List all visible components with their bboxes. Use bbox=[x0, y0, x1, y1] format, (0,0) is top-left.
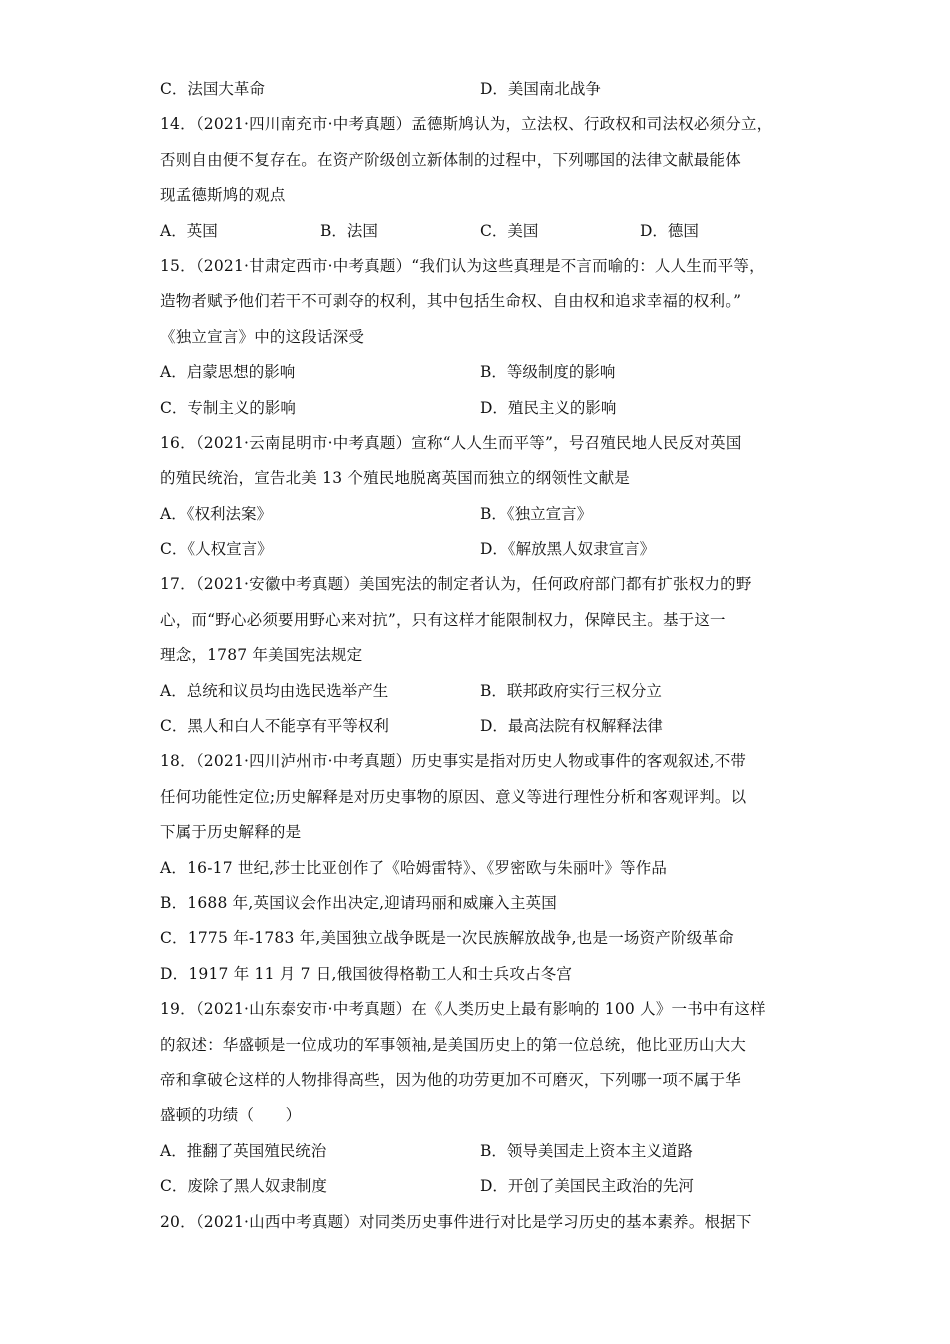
question-text-line: 心，而“野心必须要用野心来对抗”，只有这样才能限制权力，保障民主。基于这一 bbox=[160, 610, 726, 629]
question-text-line: 理念，1787 年美国宪法规定 bbox=[160, 646, 363, 665]
answer-options-row bbox=[160, 391, 800, 426]
answer-option: D．《解放黑人奴隶宣言》 bbox=[480, 540, 656, 559]
exam-page bbox=[160, 72, 800, 1240]
question-text-line: B．1688 年,英国议会作出决定,迎请玛丽和威廉入主英国 bbox=[160, 893, 557, 912]
question-text-line: 20．（2021·山西中考真题）对同类历史事件进行对比是学习历史的基本素养。根据下 bbox=[160, 1212, 752, 1231]
question-text-line: 15．（2021·甘肃定西市·中考真题）“我们认为这些真理是不言而喻的：人人生而平等， bbox=[160, 256, 765, 275]
answer-option: C．废除了黑人奴隶制度 bbox=[160, 1177, 327, 1196]
answer-option: C．法国大革命 bbox=[160, 80, 265, 98]
answer-option: C．专制主义的影响 bbox=[160, 398, 296, 417]
answer-option: A．推翻了英国殖民统治 bbox=[160, 1141, 327, 1160]
answer-options-row bbox=[160, 1134, 800, 1169]
answer-options-row bbox=[160, 497, 800, 532]
question-text-line: 现孟德斯鸠的观点 bbox=[160, 186, 286, 205]
question-text-line: 盛顿的功绩（ ） bbox=[160, 1106, 302, 1125]
answer-option: D．德国 bbox=[640, 221, 699, 240]
question-text-line: C．1775 年-1783 年,美国独立战争既是一次民族解放战争,也是一场资产阶级革命 bbox=[160, 929, 734, 948]
question-text-line: 17．（2021·安徽中考真题）美国宪法的制定者认为，任何政府部门都有扩张权力的野 bbox=[160, 575, 752, 594]
question-text-line: 16．（2021·云南昆明市·中考真题）宣称“人人生而平等”，号召殖民地人民反对英国 bbox=[160, 433, 742, 452]
answer-option: D．殖民主义的影响 bbox=[480, 398, 617, 417]
answer-option: A．《权利法案》 bbox=[160, 504, 272, 523]
answer-options-row bbox=[160, 532, 800, 567]
answer-option: B．法国 bbox=[320, 221, 378, 240]
question-text-line: 造物者赋予他们若干不可剥夺的权利，其中包括生命权、自由权和追求幸福的权利。” bbox=[160, 292, 742, 311]
question-text-line: 的殖民统治，宣告北美 13 个殖民地脱离英国而独立的纲领性文献是 bbox=[160, 469, 630, 488]
question-text-line: 帝和拿破仑这样的人物排得高些，因为他的功劳更加不可磨灭，下列哪一项不属于华 bbox=[160, 1070, 741, 1089]
question-text-line: 否则自由便不复存在。在资产阶级创立新体制的过程中，下列哪国的法律文献最能体 bbox=[160, 150, 741, 169]
answer-option: A．总统和议员均由选民选举产生 bbox=[160, 681, 389, 700]
answer-options-row bbox=[160, 214, 800, 249]
answer-option: D．美国南北战争 bbox=[480, 80, 601, 98]
answer-option: C．黑人和白人不能享有平等权利 bbox=[160, 717, 389, 736]
answer-option: C．美国 bbox=[480, 221, 539, 240]
question-text-line: D．1917 年 11 月 7 日,俄国彼得格勒工人和士兵攻占冬宫 bbox=[160, 964, 573, 983]
answer-options-row bbox=[160, 72, 800, 107]
answer-option: B．领导美国走上资本主义道路 bbox=[480, 1141, 693, 1160]
answer-option: D．开创了美国民主政治的先河 bbox=[480, 1177, 694, 1196]
answer-option: A．英国 bbox=[160, 221, 218, 240]
question-text-line: 《独立宣言》中的这段话深受 bbox=[160, 327, 365, 346]
answer-option: C．《人权宣言》 bbox=[160, 540, 273, 559]
answer-options-row bbox=[160, 709, 800, 744]
question-text-line: A．16-17 世纪,莎士比亚创作了《哈姆雷特》、《罗密欧与朱丽叶》等作品 bbox=[160, 858, 668, 877]
question-text-line: 任何功能性定位;历史解释是对历史事物的原因、意义等进行理性分析和客观评判。以 bbox=[160, 787, 747, 806]
answer-options-row bbox=[160, 1169, 800, 1204]
question-text-line: 19．（2021·山东泰安市·中考真题）在《人类历史上最有影响的 100 人》一书中有这样 bbox=[160, 1000, 766, 1019]
question-text-line: 下属于历史解释的是 bbox=[160, 823, 302, 842]
answer-options-row bbox=[160, 355, 800, 390]
answer-option: B．联邦政府实行三权分立 bbox=[480, 681, 662, 700]
answer-option: B．等级制度的影响 bbox=[480, 363, 616, 382]
question-text-line: 14．（2021·四川南充市·中考真题）孟德斯鸠认为，立法权、行政权和司法权必须分立， bbox=[160, 115, 773, 134]
answer-options-row bbox=[160, 674, 800, 709]
answer-option: A．启蒙思想的影响 bbox=[160, 363, 296, 382]
answer-option: D．最高法院有权解释法律 bbox=[480, 717, 663, 736]
answer-option: B．《独立宣言》 bbox=[480, 504, 593, 523]
question-text-line: 18．（2021·四川泸州市·中考真题）历史事实是指对历史人物或事件的客观叙述,不带 bbox=[160, 752, 747, 771]
question-text-line: 的叙述：华盛顿是一位成功的军事领袖,是美国历史上的第一位总统，他比亚历山大大 bbox=[160, 1035, 747, 1054]
